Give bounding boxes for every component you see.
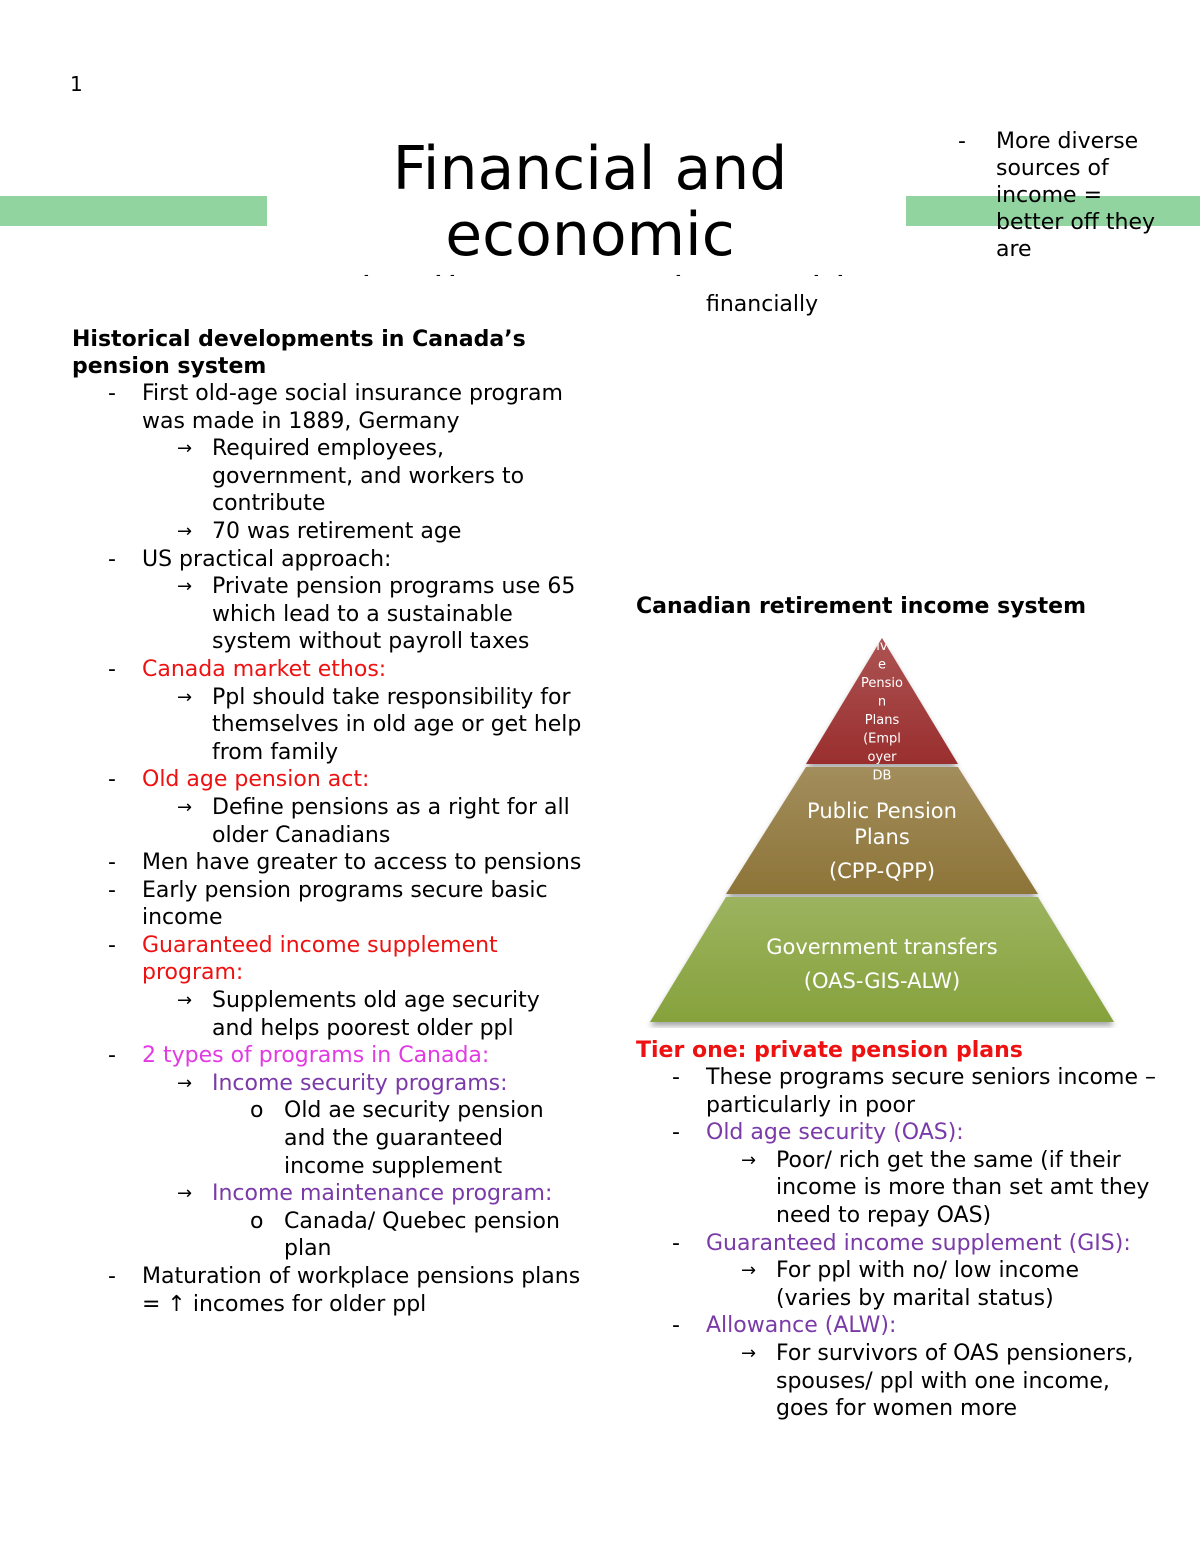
list-item-text: For survivors of OAS pensioners, spouses/ ppl with one income, goes for women more (776, 1340, 1134, 1422)
list-item (72, 849, 582, 877)
list-item (72, 1097, 582, 1180)
list-item-text: 2 types of programs in Canada: (142, 1043, 490, 1069)
list-item (72, 573, 582, 656)
bullet-marker: - (108, 381, 116, 406)
list-item-text: Poor/ rich get the same (if their income is more than set amt they need to repay OAS) (776, 1147, 1150, 1228)
bullet-marker: → (741, 1342, 757, 1364)
pyramid-label-line: oyer (867, 750, 897, 765)
bullet-marker: - (108, 656, 116, 682)
stray-dash: - (364, 268, 369, 283)
bullet-marker: → (177, 1183, 193, 1205)
list-item (636, 1119, 1156, 1147)
bullet-marker: o (250, 1208, 264, 1234)
bullet-marker: - (108, 1043, 116, 1069)
pyramid-label-line: Public Pension (807, 799, 957, 823)
list-item-text: Private pension programs use 65 which lead to a sustainable system without payroll taxes (212, 574, 576, 655)
list-item (636, 1340, 1156, 1423)
left-heading: Historical developments in Canada’s pension system (72, 327, 526, 379)
bullet-marker: → (177, 686, 193, 708)
list-item-text: Income security programs: (212, 1070, 508, 1096)
right-bullet-list (636, 1064, 1156, 1423)
list-item (72, 1208, 582, 1263)
list-item-text: For ppl with no/ low income (varies by marital status) (776, 1258, 1080, 1311)
list-item-text: Old age pension act: (142, 767, 370, 793)
right-heading: Tier one: private pension plans (636, 1038, 1023, 1063)
list-item (72, 1263, 582, 1318)
list-item-text: Old age security (OAS): (706, 1120, 964, 1146)
list-item-text: US practical approach: (142, 546, 392, 572)
bullet-marker: - (108, 1264, 116, 1289)
list-item-text: Guaranteed income supplement program: (142, 932, 498, 986)
list-item-text: Required employees, government, and workers to contribute (212, 436, 525, 517)
list-item-text: Men have greater to access to pensions (142, 850, 582, 876)
list-item (72, 1070, 582, 1098)
pyramid-label-line: Pensio (861, 676, 903, 691)
list-item-text: Canada/ Quebec pension plan (284, 1208, 560, 1262)
list-item-text: Guaranteed income supplement (GIS): (706, 1230, 1131, 1256)
stray-dash: - (676, 268, 681, 283)
bullet-marker: - (108, 546, 116, 572)
list-item (72, 380, 582, 435)
list-item-text: Define pensions as a right for all older Canadians (212, 794, 570, 848)
list-item-text: Allowance (ALW): (706, 1313, 897, 1339)
bullet-marker: - (672, 1313, 680, 1339)
bullet-marker: - (672, 1120, 680, 1146)
list-item-text: Income maintenance program: (212, 1181, 553, 1207)
list-item (72, 766, 582, 794)
bullet-marker: - (958, 129, 966, 154)
list-item-text: Supplements old age security and helps poorest older ppl (212, 988, 540, 1041)
under-title-text: financially (706, 292, 819, 317)
top-right-note-text: More diverse sources of income = better off they are (996, 129, 1156, 262)
pyramid-label-line: Government transfers (766, 935, 998, 959)
pyramid-label-line: (Empl (863, 731, 901, 747)
bullet-marker: → (741, 1260, 757, 1282)
bullet-marker: - (108, 850, 116, 876)
list-item (72, 546, 582, 574)
list-item (636, 1064, 1156, 1119)
list-item (72, 684, 582, 767)
pyramid-diagram (640, 636, 1120, 1028)
bullet-marker: - (108, 932, 116, 958)
left-column (72, 326, 582, 1318)
list-item (72, 435, 582, 518)
pyramid-label-line: (CPP-QPP) (828, 859, 936, 883)
list-item-text: Ppl should take responsibility for themselves in old age or get help from family (212, 684, 582, 765)
right-column (636, 1037, 1156, 1423)
list-item-text: First old-age social insurance program was made in 1889, Germany (142, 381, 563, 434)
bullet-marker: o (250, 1098, 264, 1124)
list-item (636, 1312, 1156, 1340)
top-right-note (958, 128, 1158, 263)
bullet-marker: → (177, 438, 193, 460)
list-item-text: These programs secure seniors income – particularly in poor (706, 1065, 1156, 1118)
list-item (72, 518, 582, 546)
pyramid-tier-bottom (650, 897, 1114, 1022)
pyramid-label-line: (OAS-GIS-ALW) (803, 969, 961, 993)
bullet-marker: → (177, 520, 193, 542)
pyramid-label-line: Plans (854, 825, 910, 849)
left-bullet-list (72, 380, 582, 1318)
stray-dash: - (450, 268, 455, 283)
bullet-marker: → (177, 576, 193, 598)
list-item (636, 1257, 1156, 1312)
list-item-text: Canada market ethos: (142, 656, 387, 682)
list-item (72, 656, 582, 684)
bullet-marker: - (108, 877, 116, 903)
stray-dash: - (814, 268, 819, 283)
list-item (72, 877, 582, 932)
pyramid-label-line: n (877, 694, 887, 710)
decorative-bar-left (0, 196, 267, 226)
bullet-marker: → (741, 1149, 757, 1171)
list-item-text: Old ae security pension and the guaranteed income supplement (284, 1098, 544, 1179)
stray-dash: - (838, 268, 843, 283)
page-number: 1 (70, 72, 83, 96)
list-item (72, 1042, 582, 1070)
pyramid-label-line: DB (872, 768, 892, 784)
bullet-marker: - (672, 1230, 680, 1256)
bullet-marker: → (177, 1072, 193, 1094)
bullet-marker: → (177, 990, 193, 1012)
stray-dash: - (436, 268, 441, 283)
list-item (72, 1180, 582, 1208)
pyramid-label-line: Plans (864, 713, 900, 728)
bullet-marker: - (108, 767, 116, 793)
bullet-marker: - (672, 1065, 680, 1090)
list-item (72, 987, 582, 1042)
pyramid-title: Canadian retirement income system (636, 594, 1086, 619)
page-title: Financial and economic (392, 134, 788, 270)
pyramid-label-line: e (878, 657, 886, 673)
list-item (72, 794, 582, 849)
list-item (72, 932, 582, 987)
pyramid-label-line: Privat (863, 639, 901, 654)
list-item-text: Early pension programs secure basic income (142, 877, 548, 931)
bullet-marker: → (177, 796, 193, 818)
list-item-text: Maturation of workplace pensions plans = ↑ incomes for older ppl (142, 1264, 581, 1317)
list-item (636, 1147, 1156, 1230)
list-item-text: 70 was retirement age (212, 518, 462, 544)
list-item (636, 1230, 1156, 1258)
